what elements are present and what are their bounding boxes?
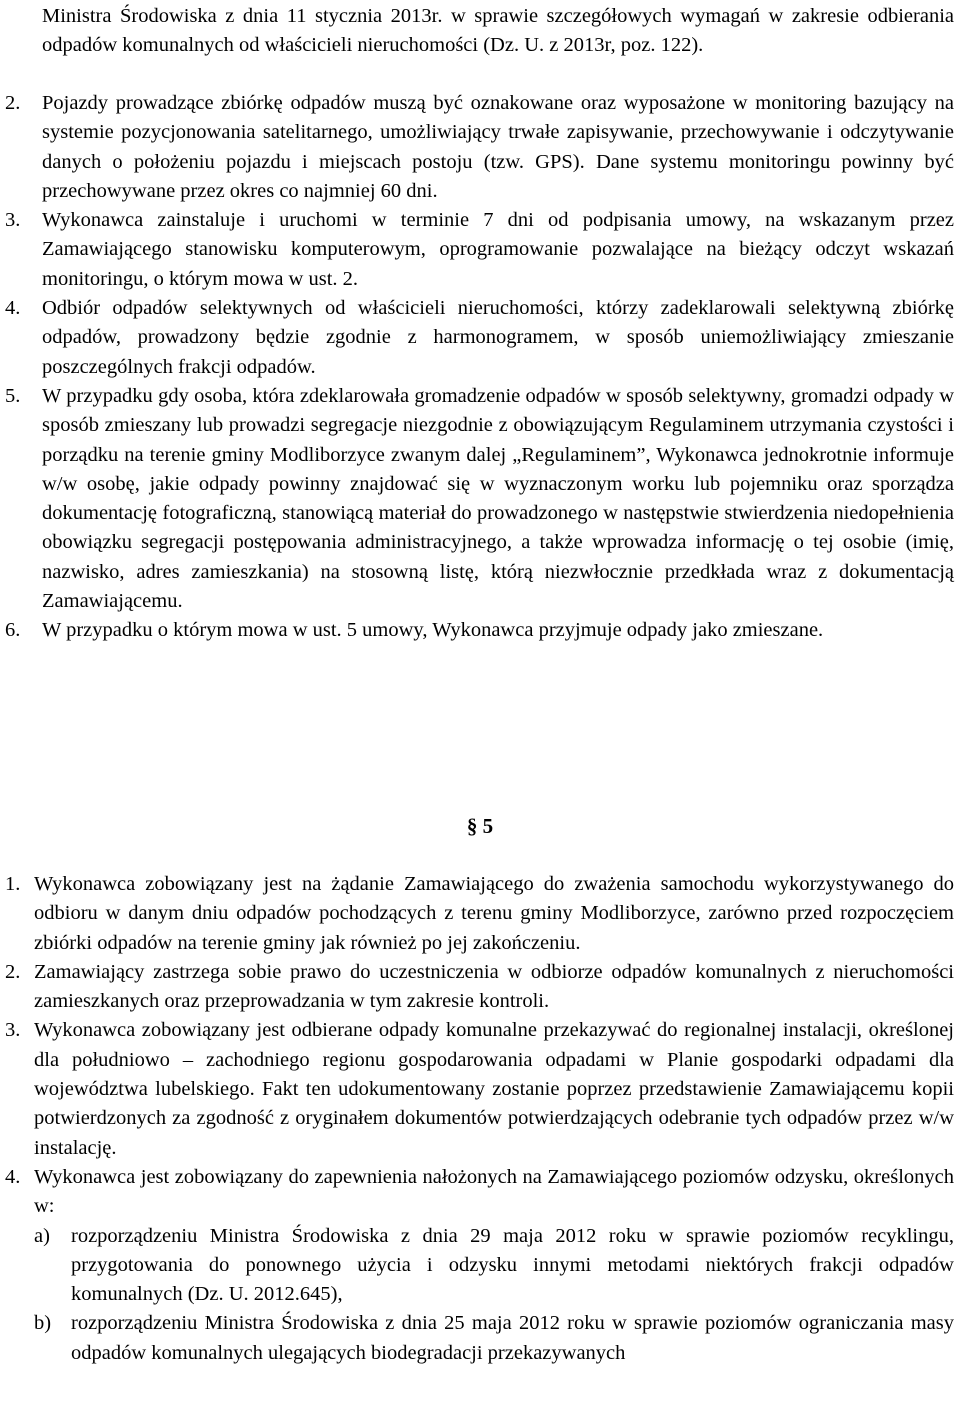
list-item bbox=[0, 206, 960, 294]
list-item bbox=[0, 382, 960, 616]
section-heading: § 5 bbox=[466, 814, 494, 838]
item-text: Zamawiający zastrzega sobie prawo do uczestniczenia w odbiorze odpadów komunalnych z nieruchomości zamieszkanych oraz przeprowadzania w tym zakresie kontroli. bbox=[34, 960, 954, 1013]
item-text: Wykonawca jest zobowiązany do zapewnienia nałożonych na Zamawiającego poziomów odzysku, określonych w: bbox=[34, 1165, 954, 1218]
item-text: Wykonawca zainstaluje i uruchomi w terminie 7 dni od podpisania umowy, na wskazanym przez Zamawiającego stanowisku komputerowym, oprogramowanie pozwalające na bieżący odczyt wskazań monitoringu, o którym mowa w ust. 2. bbox=[42, 209, 954, 290]
item-number: 3. bbox=[5, 209, 21, 232]
item-text: Pojazdy prowadzące zbiórkę odpadów muszą być oznakowane oraz wyposażone w monitoring bazujący na systemie pozycjonowania satelitarnego, umożliwiający trwałe zapisywanie, przechowywanie i odczytywanie danych o położeniu pojazdu i miejscach postoju (tzw. GPS). Dane systemu monitoringu powinny być przechowywane przez okres co najmniej 60 dni. bbox=[42, 92, 954, 202]
list-item bbox=[0, 870, 960, 958]
sub-list bbox=[0, 1222, 960, 1368]
list-item bbox=[0, 1163, 960, 1222]
list-item bbox=[0, 294, 960, 382]
section-2-list bbox=[0, 870, 960, 1368]
sub-item-letter: a) bbox=[34, 1224, 50, 1247]
sub-item-text: rozporządzeniu Ministra Środowiska z dnia 25 maja 2012 roku w sprawie poziomów ograniczania masy odpadów komunalnych ulegających biodegradacji przekazywanych bbox=[71, 1312, 954, 1364]
item-number: 1. bbox=[5, 873, 21, 895]
item-text: Wykonawca zobowiązany jest odbierane odpady komunalne przekazywać do regionalnej instalacji, określonej dla południowo – zachodniego regionu gospodarowania odpadami w Planie gospodarki odpadami dla województwa lubelskiego. Fakt ten udokumentowany zostanie poprzez przedstawienie Zamawiającemu kopii potwierdzonych za zgodność z oryginałem dokumentów potwierdzających odebranie tych odpadów przez w/w instalację. bbox=[34, 1019, 954, 1159]
sub-item-letter: b) bbox=[34, 1312, 52, 1335]
sub-list-item bbox=[0, 1222, 960, 1310]
item-text: W przypadku o którym mowa w ust. 5 umowy, Wykonawca przyjmuje odpady jako zmieszane. bbox=[42, 619, 824, 642]
list-item bbox=[0, 616, 960, 645]
sub-item-text: rozporządzeniu Ministra Środowiska z dnia 29 maja 2012 roku w sprawie poziomów recyklingu, przygotowania do ponownego użycia i odzysku innymi metodami niektórych frakcji odpadów komunalnych (Dz. U. 2012.645), bbox=[71, 1224, 954, 1306]
sub-list-item bbox=[0, 1309, 960, 1368]
item-text: Wykonawca zobowiązany jest na żądanie Zamawiającego do zważenia samochodu wykorzystywanego do odbioru w danym dniu odpadów pochodzących z terenu gminy Modliborzyce, zarówno przed rozpoczęciem zbiórki odpadów na terenie gminy jak również po jej zakończeniu. bbox=[34, 873, 954, 954]
item-number: 4. bbox=[5, 297, 21, 320]
item-number: 2. bbox=[5, 92, 21, 114]
list-item bbox=[0, 89, 960, 206]
item-text: Odbiór odpadów selektywnych od właścicieli nieruchomości, którzy zadeklarowali selektywną zbiórkę odpadów, prowadzony będzie zgodnie z harmonogramem, w sposób uniemożliwiający zmieszanie poszczególnych frakcji odpadów. bbox=[42, 297, 954, 378]
intro-paragraph: Ministra Środowiska z dnia 11 stycznia 2013r. w sprawie szczegółowych wymagań w zakresie odbierania odpadów komunalnych od właścicieli nieruchomości (Dz. U. z 2013r, poz. 122). bbox=[42, 5, 954, 57]
section-1-list bbox=[0, 89, 960, 646]
item-number: 6. bbox=[5, 619, 21, 642]
item-number: 4. bbox=[5, 1165, 21, 1188]
item-number: 2. bbox=[5, 960, 21, 983]
item-number: 3. bbox=[5, 1019, 21, 1042]
item-text: W przypadku gdy osoba, która zdeklarowała gromadzenie odpadów w sposób selektywny, gromadzi odpady w sposób zmieszany lub prowadzi segregacje niezgodnie z obowiązującym Regulaminem utrzymania czystości i porządku na terenie gminy Modliborzyce zwanym dalej „Regulaminem”, Wykonawca jednokrotnie informuje w/w osobę, jakie odpady powinny znajdować się w wyznaczonym worku lub pojemniku oraz sporządza dokumentację fotograficzną, stanowiącą materiał do prowadzonego w następstwie stwierdzenia niedopełnienia obowiązku segregacji postępowania administracyjnego, a także wprowadza informację o tej osobie (imię, nazwisko, adres zamieszkania) na stosowną listę, którą niezwłocznie przedkłada wraz z dokumentacją Zamawiającemu. bbox=[42, 384, 954, 613]
list-item bbox=[0, 1016, 960, 1162]
item-number: 5. bbox=[5, 384, 21, 407]
list-item bbox=[0, 958, 960, 1017]
